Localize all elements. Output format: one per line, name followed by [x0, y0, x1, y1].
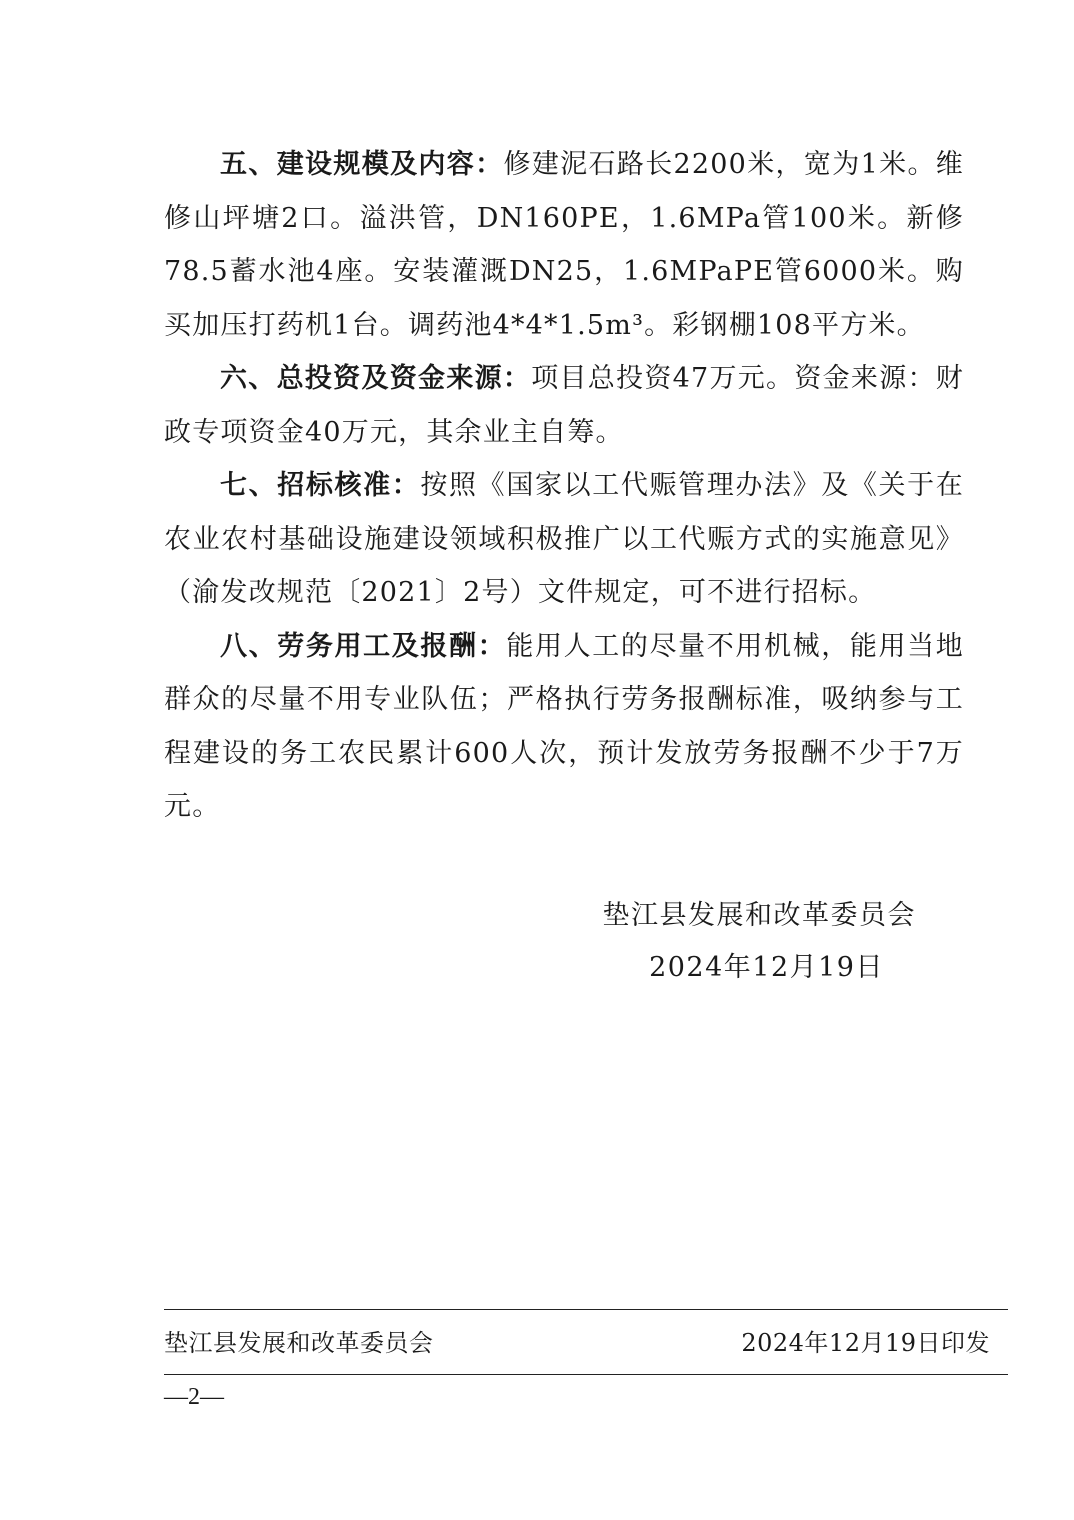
section-tender-approval [164, 459, 964, 620]
section-heading: 六、总投资及资金来源： [220, 363, 532, 394]
section-text: 按照《国家以工代赈管理办法》及《关于在农业农村基础设施建设领域积极推广以工代赈方式的实施意见》（渝发改规范〔2021〕2号）文件规定，可不进行招标。 [164, 470, 964, 608]
section-heading: 五、建设规模及内容： [220, 149, 504, 180]
footer-issuer: 垫江县发展和改革委员会 [164, 1329, 434, 1357]
section-labor-compensation [164, 620, 964, 834]
section-text: 能用人工的尽量不用机械，能用当地群众的尽量不用专业队伍；严格执行劳务报酬标准，吸纳参与工程建设的务工农民累计600人次，预计发放劳务报酬不少于7万元。 [164, 630, 965, 822]
signature-block [603, 890, 917, 994]
signature-date: 2024年12月19日 [649, 952, 884, 983]
footer-issue-date: 2024年12月19日印发 [741, 1329, 990, 1357]
footer-top-rule [164, 1309, 1008, 1310]
section-text: 修建泥石路长2200米，宽为1米。维修山坪塘2口。溢洪管，DN160PE，1.6MPa管100米。新修78.5蓄水池4座。安装灌溉DN25，1.6MPaPE管6000米。购买加压打药机1台。调药池4*4*1.5m³。彩钢棚108平方米。 [164, 149, 965, 341]
section-heading: 七、招标核准： [220, 470, 421, 501]
section-text: 项目总投资47万元。资金来源：财政专项资金40万元，其余业主自筹。 [164, 363, 964, 448]
footer-bottom-rule [164, 1374, 1008, 1375]
page-number: —2— [164, 1384, 224, 1410]
section-investment [164, 352, 964, 459]
document-body [164, 138, 964, 834]
section-construction-scope [164, 138, 964, 352]
signature-organization: 垫江县发展和改革委员会 [602, 900, 916, 931]
footer-issue-line [164, 1326, 990, 1360]
section-heading: 八、劳务用工及报酬： [220, 630, 507, 662]
